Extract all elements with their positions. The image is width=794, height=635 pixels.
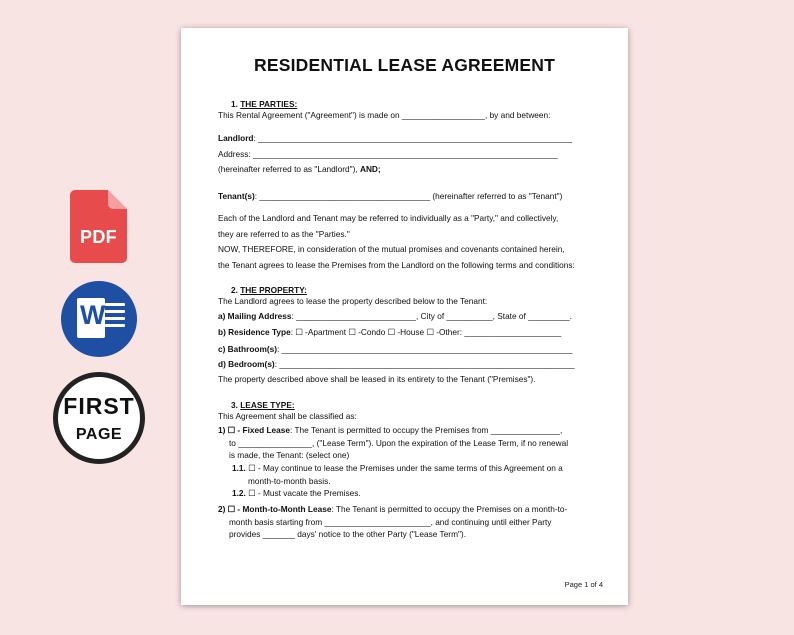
parties-para-2a: NOW, THEREFORE, in consideration of the mutual promises and covenants contained herein, xyxy=(218,244,565,254)
tenant-line: Tenant(s): _____________________________________ (hereinafter referred to as "Tenant") xyxy=(218,191,563,201)
section-2-heading: 2. THE PROPERTY: xyxy=(231,285,307,295)
option-1-2: 1.2. ☐ - Must vacate the Premises. xyxy=(232,488,361,498)
residence-type-line: b) Residence Type: ☐ -Apartment ☐ -Condo ☐ -House ☐ -Other: _____________________ xyxy=(218,327,562,337)
bathrooms-line: c) Bathroom(s): _______________________________________________________________ xyxy=(218,344,573,354)
fixed-lease-option: 1) ☐ - Fixed Lease: The Tenant is permitted to occupy the Premises from _______________, xyxy=(218,425,563,435)
fixed-lease-line-3: is made, the Tenant: (select one) xyxy=(229,450,350,460)
word-letter: W xyxy=(80,300,106,330)
address-line: Address: __________________________________________________________________ xyxy=(218,149,558,159)
section-3-heading: 3. LEASE TYPE: xyxy=(231,400,295,410)
month-to-month-line-3: provides _______ days' notice to the other Party ("Lease Term"). xyxy=(229,529,466,539)
option-1-1: 1.1. ☐ - May continue to lease the Premises under the same terms of this Agreement on a xyxy=(232,463,563,473)
parties-para-2b: the Tenant agrees to lease the Premises from the Landlord on the following terms and conditions: xyxy=(218,260,575,270)
landlord-line: Landlord: ____________________________________________________________________ xyxy=(218,133,572,143)
bedrooms-line: d) Bedroom(s): ________________________________________________________________ xyxy=(218,359,575,369)
lease-type-intro: This Agreement shall be classified as: xyxy=(218,411,357,421)
fixed-lease-line-2: to ________________, ("Lease Term"). Upon the expiration of the Lease Term, if no renewal xyxy=(229,438,569,448)
property-closing: The property described above shall be leased in its entirety to the Tenant ("Premises"). xyxy=(218,374,536,384)
page-label: PAGE xyxy=(75,426,123,443)
pdf-label: PDF xyxy=(80,227,117,247)
section-1-heading: 1. THE PARTIES: xyxy=(231,99,298,109)
parties-para-1b: they are referred to as the "Parties." xyxy=(218,229,350,239)
mailing-address-line: a) Mailing Address: __________________________, City of __________, State of _________. xyxy=(218,311,572,321)
first-page-badge xyxy=(53,372,145,464)
month-to-month-option: 2) ☐ - Month-to-Month Lease: The Tenant is permitted to occupy the Premises on a month-to- xyxy=(218,504,568,514)
month-to-month-line-2: month basis starting from _______________________, and continuing until either Party xyxy=(229,517,552,527)
first-label: FIRST xyxy=(63,393,135,419)
document-title: RESIDENTIAL LEASE AGREEMENT xyxy=(254,55,555,75)
option-1-1-line-2: month-to-month basis. xyxy=(248,476,331,486)
pdf-file-icon xyxy=(70,190,127,263)
page-number: Page 1 of 4 xyxy=(564,580,603,589)
word-lines-icon xyxy=(105,303,125,333)
parties-intro: This Rental Agreement ("Agreement") is made on __________________, by and between: xyxy=(218,110,551,120)
word-file-icon xyxy=(61,281,137,357)
property-intro: The Landlord agrees to lease the property described below to the Tenant: xyxy=(218,296,488,306)
document-page xyxy=(181,28,628,605)
landlord-hereinafter: (hereinafter referred to as "Landlord"), AND; xyxy=(218,164,381,174)
parties-para-1a: Each of the Landlord and Tenant may be referred to individually as a "Party," and collectively, xyxy=(218,213,559,223)
